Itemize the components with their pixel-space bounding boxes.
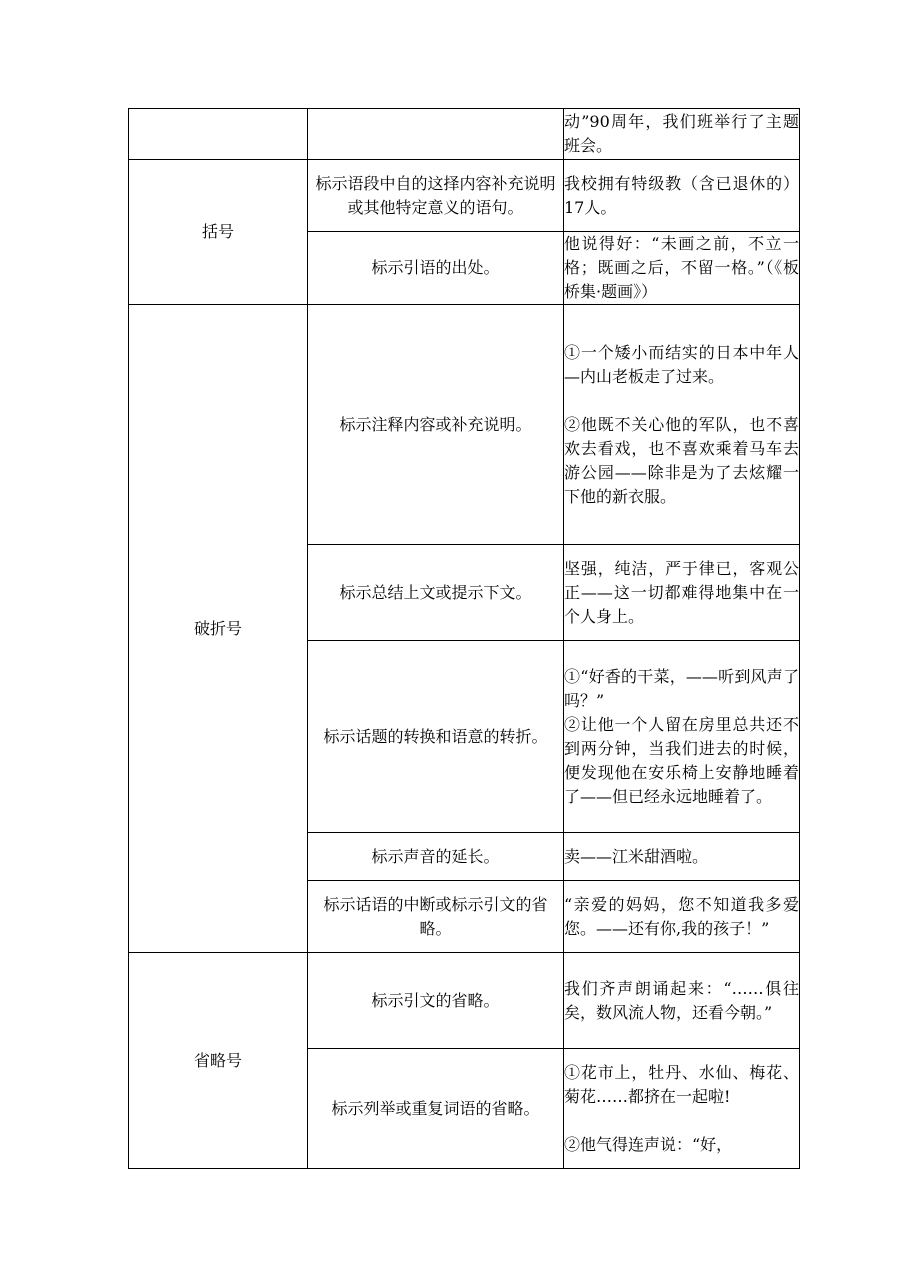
usage-cell: 标示引语的出处。	[308, 232, 564, 305]
example-text: 卖——江米甜酒啦。	[564, 846, 709, 866]
table-row	[129, 160, 800, 232]
usage-cell: 标示话语的中断或标示引文的省略。	[308, 881, 564, 953]
example-text: 我校拥有特级教（含已退休的）17人。	[564, 173, 799, 217]
usage-cell	[308, 109, 564, 160]
example-text: ①花市上，牡丹、水仙、梅花、菊花……都挤在一起啦!	[564, 1062, 799, 1106]
example-text: 动”90周年，我们班举行了主题班会。	[564, 112, 799, 155]
usage-cell: 标示列举或重复词语的省略。	[308, 1049, 564, 1169]
example-cell	[564, 109, 800, 160]
mark-name-dash: 破折号	[129, 305, 308, 953]
example-text: ①“好香的干菜，——听到风声了吗？”	[564, 666, 799, 710]
usage-cell: 标示引文的省略。	[308, 953, 564, 1049]
example-text: “亲爱的妈妈，您不知道我多爱您。——还有你,我的孩子！”	[564, 894, 799, 938]
table-row	[129, 953, 800, 1049]
table-row	[129, 305, 800, 545]
example-text: 我们齐声朗诵起来：“……俱往矣，数风流人物，还看今朝。”	[564, 978, 799, 1022]
mark-name-parentheses: 括号	[129, 160, 308, 305]
example-text: 他说得好：“未画之前，不立一格；既画之后，不留一格。”（《板桥集·题画》）	[564, 234, 799, 301]
mark-name-ellipsis: 省略号	[129, 953, 308, 1169]
example-cell	[564, 833, 800, 881]
example-text: ②他气得连声说：“好，	[564, 1134, 733, 1154]
table-row	[129, 109, 800, 160]
example-cell	[564, 641, 800, 833]
example-cell	[564, 953, 800, 1049]
mark-name-cell	[129, 109, 308, 160]
example-cell	[564, 545, 800, 641]
usage-cell: 标示总结上文或提示下文。	[308, 545, 564, 641]
example-cell	[564, 232, 800, 305]
punctuation-usage-table	[128, 108, 800, 1169]
example-text: ②让他一个人留在房里总共还不到两分钟，当我们进去的时候，便发现他在安乐椅上安静地睡着了——但已经永远地睡着了。	[564, 714, 799, 806]
example-text: ①一个矮小而结实的日本中年人—内山老板走了过来。	[564, 342, 799, 386]
example-text: ②他既不关心他的军队，也不喜欢去看戏，也不喜欢乘着马车去游公园——除非是为了去炫耀一下他的新衣服。	[564, 414, 799, 506]
usage-cell: 标示注释内容或补充说明。	[308, 305, 564, 545]
example-cell	[564, 160, 800, 232]
example-cell	[564, 881, 800, 953]
example-cell	[564, 1049, 800, 1169]
usage-cell: 标示声音的延长。	[308, 833, 564, 881]
example-text: 坚强，纯洁，严于律已，客观公正——这一切都难得地集中在一个人身上。	[564, 558, 799, 626]
example-cell	[564, 305, 800, 545]
usage-cell: 标示话题的转换和语意的转折。	[308, 641, 564, 833]
usage-cell: 标示语段中自的这择内容补充说明或其他特定意义的语句。	[308, 160, 564, 232]
